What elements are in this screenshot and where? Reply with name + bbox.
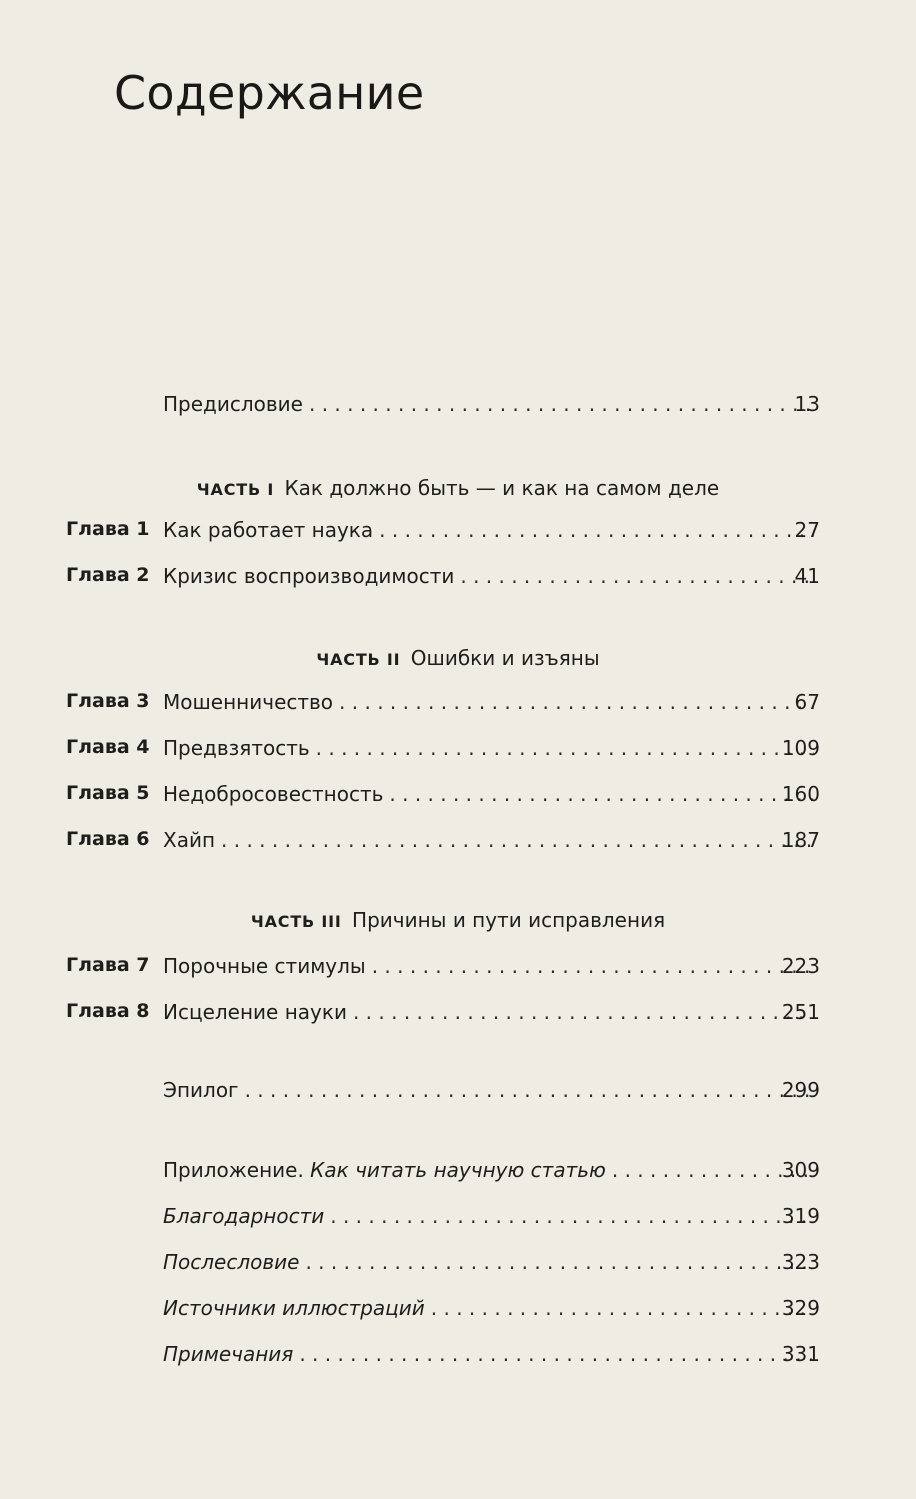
toc-entry-preface[interactable] (0, 392, 916, 426)
entry-title (163, 1158, 606, 1182)
part-title: Ошибки и изъяны (410, 646, 600, 670)
toc-entry-chapter-7[interactable] (0, 954, 916, 988)
toc-entry-chapter-8[interactable] (0, 1000, 916, 1034)
dot-leader (316, 736, 814, 760)
page-number: 13 (794, 392, 820, 416)
chapter-label: Глава 1 (66, 518, 150, 540)
toc-entry-chapter-2[interactable] (0, 564, 916, 598)
dot-leader (330, 1204, 814, 1228)
page-number: 309 (781, 1158, 820, 1182)
page-number: 331 (781, 1342, 820, 1366)
dot-leader (299, 1342, 814, 1366)
chapter-label: Глава 4 (66, 736, 150, 758)
entry-title: Примечания (163, 1342, 294, 1366)
entry-title: Источники иллюстраций (163, 1296, 425, 1320)
entry-title: Как работает наука (163, 518, 374, 542)
dot-leader (339, 690, 814, 714)
part-label: ЧАСТЬ II (316, 650, 401, 669)
page-number: 299 (781, 1078, 820, 1102)
entry-title: Предвзятость (163, 736, 310, 760)
entry-title-plain: Приложение. (163, 1158, 304, 1182)
toc-entry-chapter-3[interactable] (0, 690, 916, 724)
page-number: 67 (794, 690, 820, 714)
part-heading-2 (0, 646, 916, 670)
entry-title: Послесловие (163, 1250, 300, 1274)
page-number: 109 (781, 736, 820, 760)
toc-entry-epilogue[interactable] (0, 1078, 916, 1112)
toc-entry-chapter-6[interactable] (0, 828, 916, 862)
chapter-label: Глава 2 (66, 564, 150, 586)
dot-leader (353, 1000, 814, 1024)
dot-leader (460, 564, 814, 588)
page-title: Содержание (114, 66, 425, 120)
dot-leader (309, 392, 814, 416)
page-number: 27 (794, 518, 820, 542)
part-label: ЧАСТЬ III (250, 912, 342, 931)
toc-entry-acknowledgements[interactable] (0, 1204, 916, 1238)
page-number: 187 (781, 828, 820, 852)
entry-title: Эпилог (163, 1078, 239, 1102)
chapter-label: Глава 7 (66, 954, 150, 976)
page-number: 223 (781, 954, 820, 978)
entry-title: Благодарности (163, 1204, 325, 1228)
toc-entry-chapter-1[interactable] (0, 518, 916, 552)
toc-entry-appendix[interactable] (0, 1158, 916, 1192)
toc-entry-illustration-sources[interactable] (0, 1296, 916, 1330)
dot-leader (305, 1250, 814, 1274)
entry-title: Кризис воспроизводимости (163, 564, 455, 588)
part-title: Как должно быть — и как на самом деле (284, 476, 720, 500)
part-heading-1 (0, 476, 916, 500)
entry-title: Хайп (163, 828, 216, 852)
page-number: 251 (781, 1000, 820, 1024)
toc-entry-notes[interactable] (0, 1342, 916, 1376)
part-heading-3 (0, 908, 916, 932)
page-number: 323 (781, 1250, 820, 1274)
entry-title: Порочные стимулы (163, 954, 366, 978)
page-number: 319 (781, 1204, 820, 1228)
dot-leader (221, 828, 814, 852)
dot-leader (379, 518, 814, 542)
page-number: 329 (781, 1296, 820, 1320)
chapter-label: Глава 6 (66, 828, 150, 850)
chapter-label: Глава 5 (66, 782, 150, 804)
toc-entry-chapter-4[interactable] (0, 736, 916, 770)
part-label: ЧАСТЬ I (196, 480, 275, 499)
entry-title: Предисловие (163, 392, 303, 416)
dot-leader (389, 782, 814, 806)
chapter-label: Глава 8 (66, 1000, 150, 1022)
part-title: Причины и пути исправления (352, 908, 666, 932)
toc-entry-afterword[interactable] (0, 1250, 916, 1284)
page-number: 160 (781, 782, 820, 806)
dot-leader (245, 1078, 814, 1102)
chapter-label: Глава 3 (66, 690, 150, 712)
dot-leader (431, 1296, 814, 1320)
entry-title: Мошенничество (163, 690, 334, 714)
dot-leader (372, 954, 814, 978)
entry-title: Недобросовестность (163, 782, 384, 806)
entry-title-italic: Как читать научную статью (310, 1158, 606, 1182)
page-number: 41 (794, 564, 820, 588)
toc-entry-chapter-5[interactable] (0, 782, 916, 816)
entry-title: Исцеление науки (163, 1000, 347, 1024)
